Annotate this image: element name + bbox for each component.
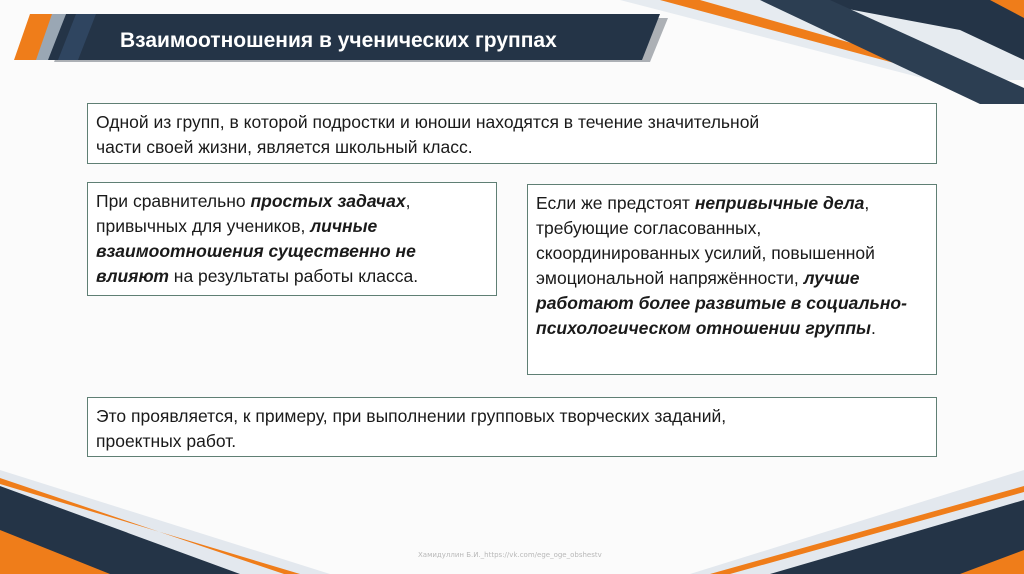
simple-tasks-emphasis-2: личные взаимоотношения существенно не влияют <box>96 216 416 286</box>
simple-tasks-box <box>87 182 497 296</box>
simple-tasks-text-1: При сравнительно <box>96 191 251 211</box>
simple-tasks-text-2: , привычных для учеников, <box>96 191 411 236</box>
slide-title: Взаимоотношения в ученических группах <box>120 29 557 52</box>
simple-tasks-text-3: на результаты работы класса. <box>168 266 419 286</box>
conclusion-line-2: проектных работ. <box>96 431 237 451</box>
intro-line-2: части своей жизни, является школьный класс. <box>96 137 473 157</box>
intro-text-box <box>87 103 937 164</box>
unusual-tasks-text-1: Если же предстоят <box>536 193 695 213</box>
simple-tasks-emphasis-1: простых задачах <box>250 191 406 211</box>
intro-line-1: Одной из групп, в которой подростки и юноши находятся в течение значительной <box>96 112 760 132</box>
unusual-tasks-box <box>527 184 937 375</box>
conclusion-text-box <box>87 397 937 457</box>
footer-credit: Хамидуллин Б.И._https://vk.com/ege_oge_obshestv <box>418 551 602 559</box>
unusual-tasks-text-3: . <box>870 318 876 338</box>
unusual-tasks-text-2: , требующие согласованных, скоординированных усилий, повышенной эмоциональной напряжённости, <box>536 193 875 288</box>
conclusion-line-1: Это проявляется, к примеру, при выполнении групповых творческих заданий, <box>96 406 727 426</box>
unusual-tasks-emphasis-2: лучше работают более развитые в социально-психологическом отношении группы <box>536 268 907 338</box>
unusual-tasks-emphasis-1: непривычные дела <box>694 193 865 213</box>
